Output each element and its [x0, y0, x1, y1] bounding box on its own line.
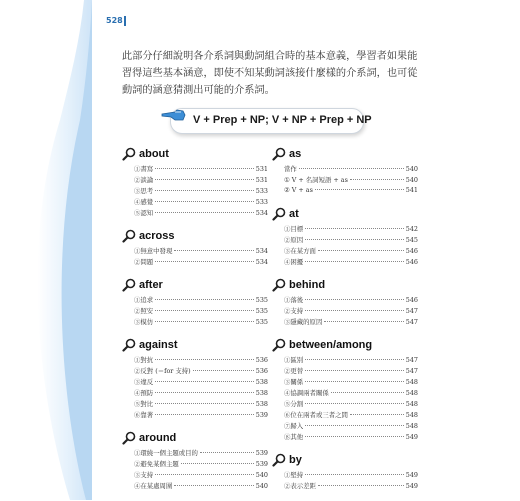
entry-page-number: 542: [405, 225, 418, 233]
entry-label: ②表示差距: [284, 482, 316, 490]
entry-page-number: 538: [255, 378, 268, 386]
entry-label: ①目標: [284, 225, 304, 233]
index-entry: [122, 481, 268, 492]
index-entry: [122, 208, 268, 219]
dot-leader: [350, 179, 404, 180]
entry-label: ①區別: [284, 356, 304, 364]
entry-page-number: 549: [405, 433, 418, 441]
index-entry: [272, 295, 418, 306]
entry-page-number: 540: [405, 165, 418, 173]
preposition-title: after: [139, 279, 163, 291]
pointing-hand-icon: [161, 107, 187, 123]
entry-label: ⑥靠著: [134, 411, 154, 419]
dot-leader: [155, 321, 254, 322]
entry-label: ②更替: [284, 367, 304, 375]
entry-page-number: 533: [255, 198, 268, 206]
preposition-title: around: [139, 432, 177, 444]
entry-page-number: 547: [405, 318, 418, 326]
entry-page-number: 535: [255, 318, 268, 326]
index-entry: [122, 317, 268, 328]
entry-label: ⑤對比: [134, 400, 154, 408]
dot-leader: [155, 310, 254, 311]
entry-page-number: 541: [405, 186, 418, 194]
preposition-section: [122, 228, 268, 268]
index-entry: [122, 399, 268, 410]
preposition-section: [272, 146, 418, 197]
dot-leader: [305, 359, 404, 360]
index-entry: [272, 366, 418, 377]
entry-label: ④感覺: [134, 198, 154, 206]
dot-leader: [155, 414, 254, 415]
dot-leader: [155, 179, 254, 180]
preposition-section: [272, 337, 418, 443]
preposition-section: [272, 277, 418, 328]
dot-leader: [299, 168, 404, 169]
dot-leader: [305, 381, 404, 382]
entry-page-number: 545: [405, 236, 418, 244]
entry-label: ②反對 (＝for 支持): [134, 367, 191, 375]
entry-label: ⑥位在兩者或三者之間: [284, 411, 348, 419]
entry-label: ⑤認知: [134, 209, 154, 217]
entry-label: ①堅持: [284, 471, 304, 479]
entry-label: ②避免某個主題: [134, 460, 179, 468]
preposition-section: [122, 337, 268, 421]
preposition-section: [272, 452, 418, 492]
entry-page-number: 539: [255, 460, 268, 468]
entry-label: ②問題: [134, 258, 154, 266]
entry-label: ①無意中發現: [134, 247, 173, 255]
index-entry: [272, 355, 418, 366]
preposition-section: [122, 277, 268, 328]
index-entry: [272, 306, 418, 317]
dot-leader: [200, 452, 254, 453]
dot-leader: [174, 250, 253, 251]
entry-label: ③違反: [134, 378, 154, 386]
dot-leader: [155, 474, 254, 475]
entry-label: ①書寫: [134, 165, 154, 173]
entry-page-number: 536: [255, 367, 268, 375]
dot-leader: [155, 201, 254, 202]
index-entry: [122, 366, 268, 377]
intro-paragraph: 此部分仔細說明各介系詞與動詞組合時的基本意義，學習者如果能習得這些基本涵意，即使不知某動詞該接什麼樣的介系詞，也可從動詞的涵意猜測出可能的介系詞。: [122, 51, 418, 96]
index-entry: [272, 470, 418, 481]
entry-page-number: 548: [405, 411, 418, 419]
entry-label: ③隱藏的原因: [284, 318, 323, 326]
dot-leader: [305, 436, 404, 437]
index-entry: [122, 355, 268, 366]
index-entry: [122, 295, 268, 306]
index-entry: [272, 421, 418, 432]
dot-leader: [305, 310, 404, 311]
dot-leader: [155, 261, 254, 262]
page-number: 528: [106, 16, 123, 25]
formula-text: V + Prep + NP; V + NP + Prep + NP: [193, 114, 372, 126]
dot-leader: [174, 485, 253, 486]
magnifier-icon: [122, 278, 136, 292]
dot-leader: [350, 414, 404, 415]
dot-leader: [155, 190, 254, 191]
dot-leader: [155, 212, 254, 213]
entry-page-number: 535: [255, 307, 268, 315]
magnifier-icon: [122, 147, 136, 161]
dot-leader: [193, 370, 254, 371]
dot-leader: [155, 359, 254, 360]
magnifier-icon: [122, 338, 136, 352]
index-entry: [122, 377, 268, 388]
magnifier-icon: [272, 147, 286, 161]
entry-label: ⑧其他: [284, 433, 304, 441]
entry-page-number: 535: [255, 296, 268, 304]
entry-page-number: 546: [405, 258, 418, 266]
magnifier-icon: [272, 338, 286, 352]
entry-page-number: 549: [405, 482, 418, 490]
entry-label: ②原因: [284, 236, 304, 244]
entry-page-number: 538: [255, 400, 268, 408]
magnifier-icon: [272, 207, 286, 221]
formula-banner: [170, 108, 372, 134]
entry-label: ② V + as: [284, 186, 313, 194]
preposition-title: against: [139, 339, 178, 351]
dot-leader: [305, 370, 404, 371]
entry-label: ②支持: [284, 307, 304, 315]
entry-page-number: 534: [255, 247, 268, 255]
entry-page-number: 540: [405, 176, 418, 184]
dot-leader: [318, 250, 404, 251]
entry-label: ③思考: [134, 187, 154, 195]
index-entry: [272, 186, 418, 197]
entry-page-number: 536: [255, 356, 268, 364]
index-entry: [122, 186, 268, 197]
dot-leader: [324, 321, 403, 322]
preposition-title: behind: [289, 279, 326, 291]
entry-page-number: 546: [405, 247, 418, 255]
entry-page-number: 531: [255, 176, 268, 184]
entry-page-number: 546: [405, 296, 418, 304]
index-entry: [272, 246, 418, 257]
dot-leader: [305, 239, 404, 240]
dot-leader: [331, 392, 404, 393]
entry-page-number: 547: [405, 307, 418, 315]
entry-page-number: 547: [405, 356, 418, 364]
entry-label: ③關係: [284, 378, 304, 386]
index-entry: [122, 410, 268, 421]
magnifier-icon: [122, 431, 136, 445]
entry-page-number: 548: [405, 378, 418, 386]
entry-label: ③模仿: [134, 318, 154, 326]
index-entry: [272, 410, 418, 421]
dot-leader: [155, 299, 254, 300]
dot-leader: [155, 403, 254, 404]
index-entry: [122, 448, 268, 459]
dot-leader: [305, 228, 404, 229]
entry-page-number: 534: [255, 258, 268, 266]
entry-label: ①對抗: [134, 356, 154, 364]
entry-page-number: 531: [255, 165, 268, 173]
preposition-title: about: [139, 148, 169, 160]
index-entry: [272, 164, 418, 175]
entry-page-number: 540: [255, 471, 268, 479]
entry-label: ②談論: [134, 176, 154, 184]
preposition-section: [122, 430, 268, 492]
right-column: [272, 146, 418, 501]
entry-page-number: 540: [255, 482, 268, 490]
index-entry: [122, 175, 268, 186]
dot-leader: [181, 463, 254, 464]
dot-leader: [305, 299, 404, 300]
entry-label: ③支持: [134, 471, 154, 479]
page-number-bar: [124, 16, 126, 26]
entry-page-number: 538: [255, 389, 268, 397]
index-entry: [272, 481, 418, 492]
left-column: [122, 146, 268, 501]
index-entry: [272, 317, 418, 328]
index-entry: [272, 257, 418, 268]
index-entry: [122, 246, 268, 257]
entry-page-number: 548: [405, 422, 418, 430]
entry-label: ④在某處周圍: [134, 482, 173, 490]
index-entry: [122, 470, 268, 481]
entry-page-number: 533: [255, 187, 268, 195]
decorative-sidebar: [0, 0, 92, 500]
entry-label: ①環繞一個主題或目的: [134, 449, 198, 457]
magnifier-icon: [122, 229, 136, 243]
entry-page-number: 547: [405, 367, 418, 375]
entry-label: ②照安: [134, 307, 154, 315]
dot-leader: [305, 403, 404, 404]
entry-label: ①追求: [134, 296, 154, 304]
preposition-title: across: [139, 230, 175, 242]
entry-page-number: 549: [405, 471, 418, 479]
index-entry: [122, 306, 268, 317]
index-entry: [272, 388, 418, 399]
index-entry: [122, 257, 268, 268]
dot-leader: [315, 189, 404, 190]
entry-label: ①落後: [284, 296, 304, 304]
index-entry: [272, 399, 418, 410]
preposition-title: at: [289, 208, 299, 220]
dot-leader: [155, 168, 254, 169]
preposition-title: as: [289, 148, 302, 160]
entry-label: ④預防: [134, 389, 154, 397]
dot-leader: [155, 392, 254, 393]
preposition-title: by: [289, 454, 302, 466]
index-entry: [272, 432, 418, 443]
entry-label: ⑤分割: [284, 400, 304, 408]
magnifier-icon: [272, 278, 286, 292]
dot-leader: [305, 425, 404, 426]
preposition-section: [122, 146, 268, 219]
index-entry: [122, 197, 268, 208]
dot-leader: [155, 381, 254, 382]
index-entry: [272, 235, 418, 246]
entry-label: ③在某方面: [284, 247, 316, 255]
entry-label: ⑦歸入: [284, 422, 304, 430]
index-entry: [122, 459, 268, 470]
preposition-title: between/among: [289, 339, 373, 351]
magnifier-icon: [272, 453, 286, 467]
index-entry: [272, 377, 418, 388]
entry-label: ① V + 名詞短語 + as: [284, 176, 348, 184]
entry-label: ④協調兩者關係: [284, 389, 329, 397]
entry-label: 當作: [284, 165, 297, 173]
dot-leader: [305, 474, 404, 475]
entry-page-number: 539: [255, 449, 268, 457]
dot-leader: [305, 261, 404, 262]
dot-leader: [318, 485, 404, 486]
entry-page-number: 548: [405, 400, 418, 408]
entry-page-number: 534: [255, 209, 268, 217]
index-entry: [272, 175, 418, 186]
preposition-section: [272, 206, 418, 268]
index-entry: [122, 164, 268, 175]
entry-label: ④困擾: [284, 258, 304, 266]
entry-page-number: 548: [405, 389, 418, 397]
index-entry: [272, 224, 418, 235]
entry-page-number: 539: [255, 411, 268, 419]
index-entry: [122, 388, 268, 399]
